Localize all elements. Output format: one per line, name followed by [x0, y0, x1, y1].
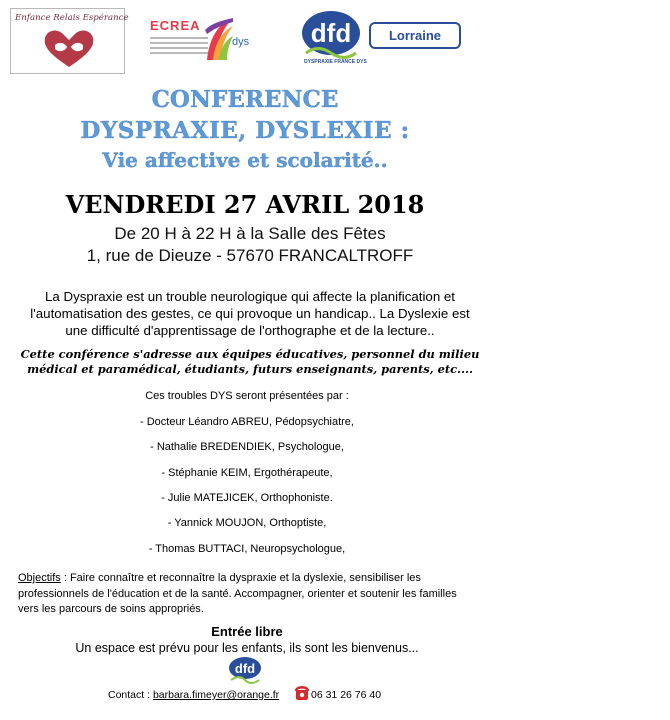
objectives-text: : Faire connaître et reconnaître la dyspraxie et la dyslexie, sensibiliser les professionnels de l'éducation et de la santé. Accompagner, orienter et soutenir les familles vers les parcours de soins appropriés.	[18, 572, 457, 615]
conference-heading: CONFERENCE	[151, 86, 339, 113]
dfd-small-letters: dfd	[234, 661, 256, 676]
relais-logo-caption: Enfance Relais Espérance	[15, 13, 129, 23]
speaker-item: - Stéphanie KEIM, Ergothérapeute,	[161, 467, 333, 479]
speaker-item: - Yannick MOUJON, Orthoptiste,	[167, 517, 327, 529]
objectives-paragraph	[18, 571, 478, 618]
speaker-item: - Thomas BUTTACI, Neuropsychologue,	[148, 543, 346, 555]
lorraine-badge	[369, 22, 461, 49]
presenters-intro: Ces troubles DYS seront présentées par :	[145, 390, 349, 402]
ecrea-dys-text: dys	[232, 36, 250, 48]
dfd-badge-icon	[300, 9, 362, 61]
ecrea-wordmark: ECREA	[150, 18, 201, 33]
objectives-label: Objectifs	[18, 572, 61, 584]
lorraine-label: Lorraine	[388, 28, 441, 43]
heart-hands-icon	[41, 27, 97, 71]
contact-line	[108, 689, 279, 701]
topic-heading: DYSPRAXIE, DYSLEXIE :	[80, 117, 410, 144]
audience-paragraph: Cette conférence s'adresse aux équipes éducatives, personnel du milieu médical et paramédical, étudiants, futurs enseignants, parents, etc....	[20, 347, 480, 376]
dfd-small-logo-icon	[228, 656, 262, 684]
event-time: De 20 H à 22 H à la Salle des Fêtes	[114, 224, 386, 243]
event-date: VENDREDI 27 AVRIL 2018	[65, 190, 425, 219]
dfd-caption: DYSPRAXIE FRANCE DYS	[304, 59, 367, 65]
speaker-item: - Nathalie BREDENDIEK, Psychologue,	[150, 441, 344, 453]
ecrea-dys-logo	[150, 16, 280, 64]
phone-icon	[295, 685, 309, 701]
contact-label: Contact :	[108, 689, 153, 701]
intro-paragraph: La Dyspraxie est un trouble neurologique qui affecte la planification et l'automatisation des gestes, ce qui provoque un handicap.. La Dyslexie est une difficulté d'apprentissage de l'orthographe et de la lecture..	[30, 289, 470, 338]
subtitle-heading: Vie affective et scolarité..	[102, 148, 388, 172]
contact-email-link[interactable]: barbara.fimeyer@orange.fr	[152, 689, 280, 701]
relais-esperance-logo	[10, 8, 129, 74]
dfd-logo	[300, 9, 367, 73]
kids-space-note: Un espace est prévu pour les enfants, ils sont les bienvenus...	[75, 641, 419, 655]
ecrea-swoosh-icon	[205, 16, 235, 62]
dfd-letters: dfd	[310, 18, 352, 48]
speaker-item: - Docteur Léandro ABREU, Pédopsychiatre,	[139, 416, 354, 428]
contact-phone: 06 31 26 76 40	[311, 689, 382, 701]
event-address: 1, rue de Dieuze - 57670 FRANCALTROFF	[86, 246, 414, 265]
speaker-item: - Julie MATEJICEK, Orthophoniste.	[161, 492, 333, 504]
free-entry-note: Entrée libre	[211, 624, 283, 639]
ecrea-subtitle-lines	[150, 37, 208, 57]
